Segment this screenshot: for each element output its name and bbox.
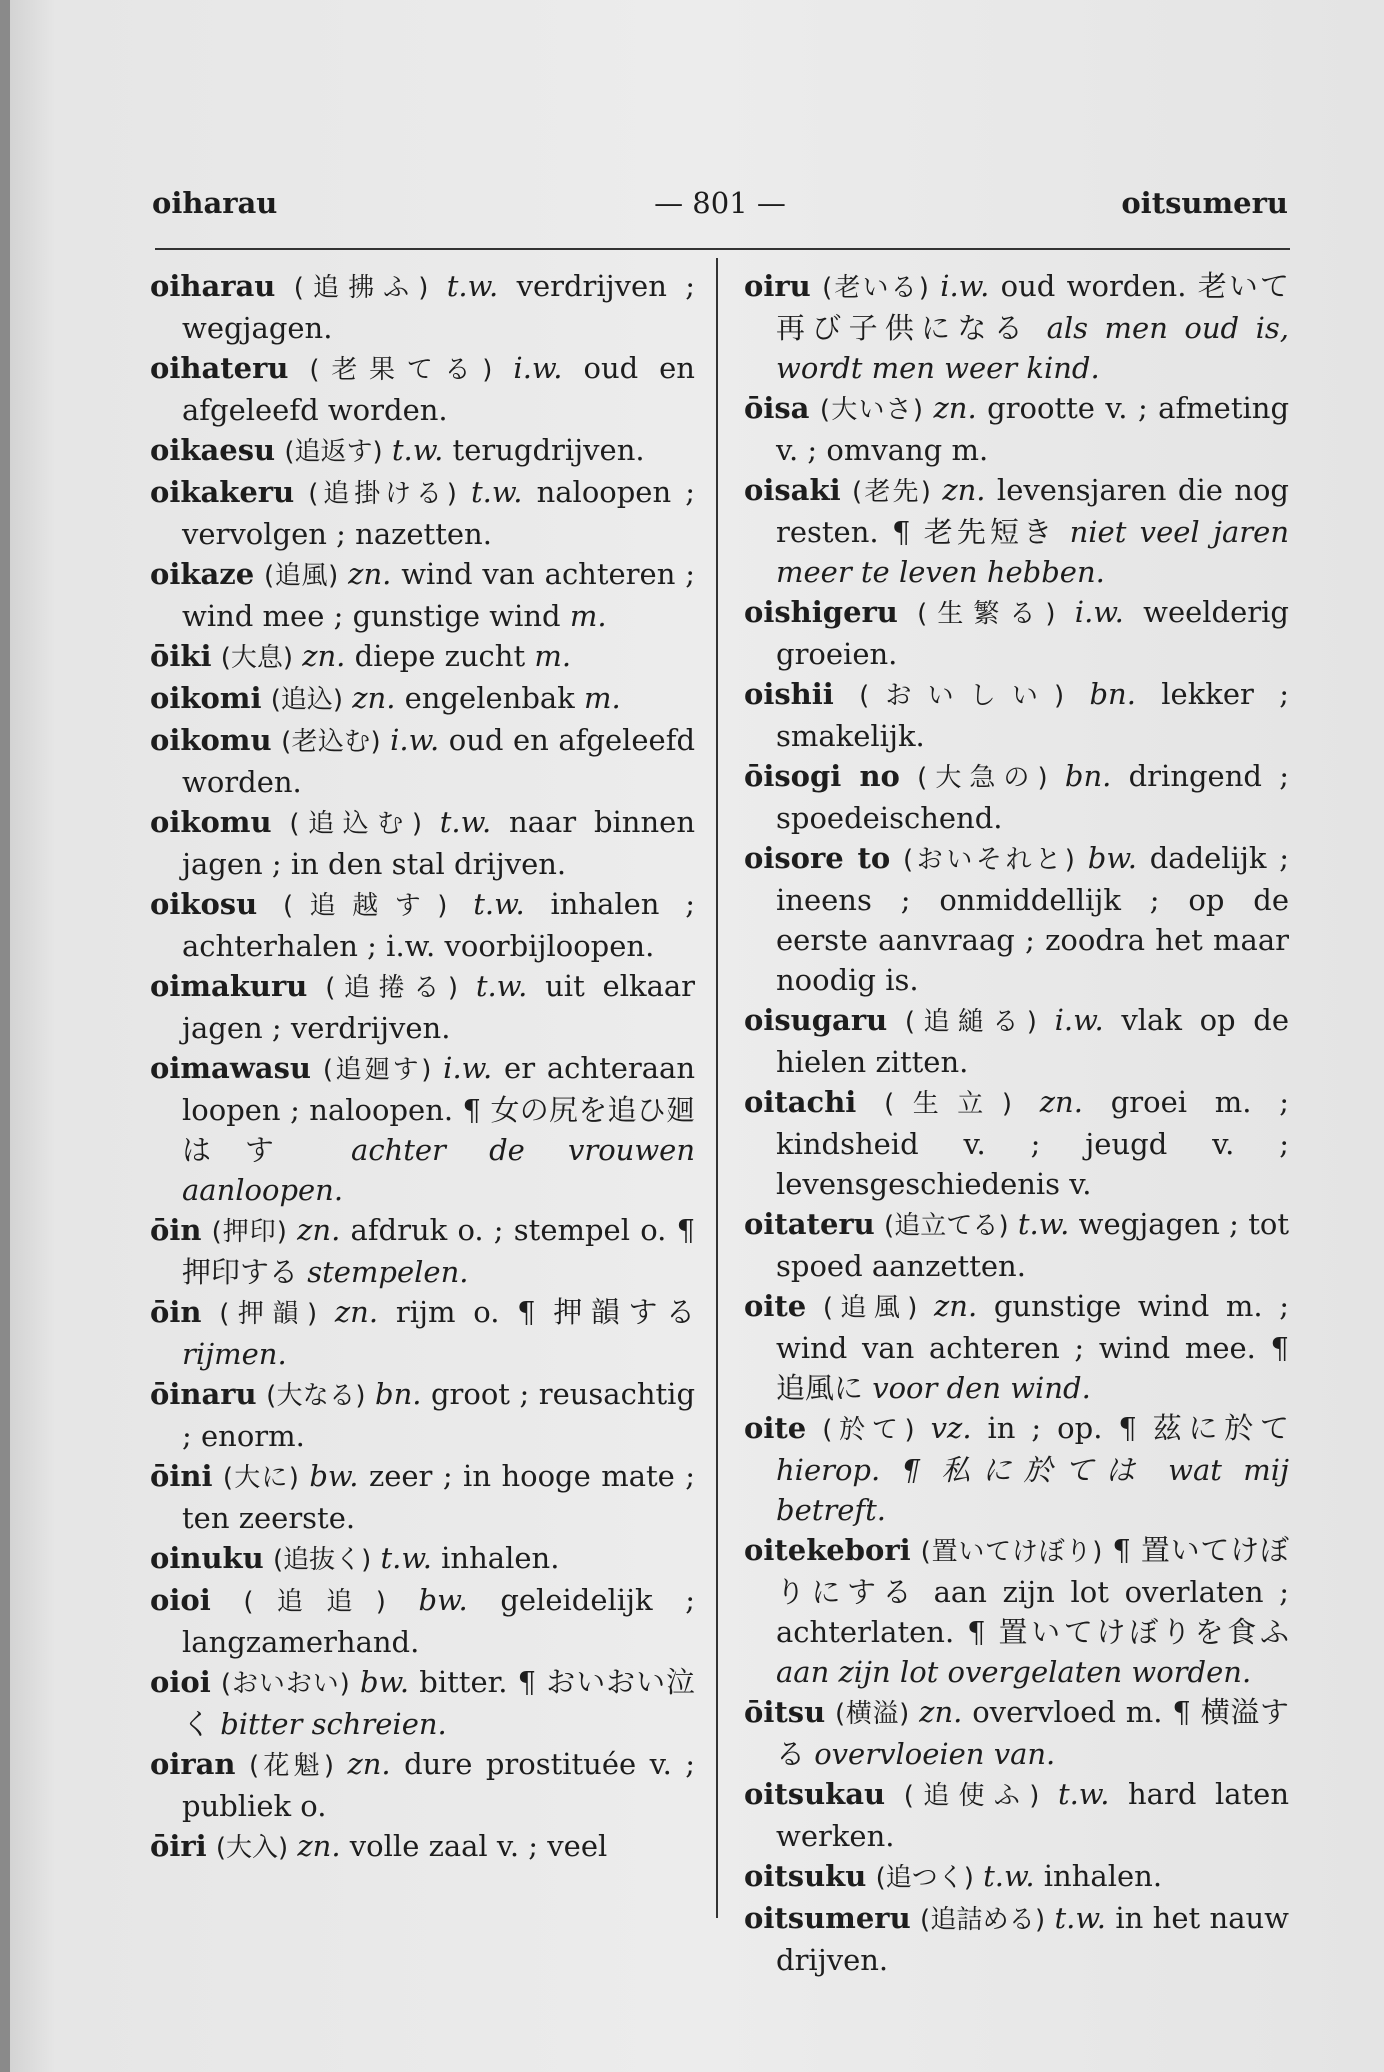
entry-example: rijmen. [182,1337,287,1371]
header-rule [155,248,1290,250]
entry-kanji: (大いさ) [819,395,924,425]
entry-kanji: (大入) [215,1833,289,1863]
entry-kanji: (追立てる) [884,1211,1009,1241]
entry-kanji: (追使ふ) [903,1781,1040,1811]
entry-headword: oimakuru [150,969,308,1003]
entry-headword: oite [744,1411,807,1445]
entry-part-of-speech: t.w. [1017,1207,1070,1241]
entry-definition: afdruk o. ; stempel o. ¶ 押印する [182,1213,696,1289]
entry-part-of-speech: zn. [348,557,392,591]
dictionary-entry [150,554,695,636]
entry-headword: oisaki [744,473,841,507]
entry-part-of-speech: bw. [418,1583,468,1617]
dictionary-entry [150,1538,695,1580]
entry-definition: uit elkaar jagen ; verdrijven. [182,969,696,1045]
entry-part-of-speech: t.w. [471,475,523,509]
entry-kanji: (大息) [220,643,293,673]
entry-part-of-speech: zn. [347,1747,391,1781]
entry-definition: naloopen ; vervolgen ; nazetten. [182,475,695,551]
entry-headword: ōiki [150,639,212,673]
entry-kanji: (追つく) [875,1863,974,1893]
entry-definition: inhalen. [431,1541,560,1575]
entry-part-of-speech: zn. [1039,1085,1083,1119]
entry-part-of-speech: i.w. [390,723,440,757]
entry-part-of-speech: t.w. [475,969,528,1003]
entry-definition: oud worden. 老いて再び子供になる [776,269,1290,345]
entry-definition: weelderig groeien. [776,595,1289,671]
dictionary-entry [150,266,695,348]
dictionary-entry [744,1286,1289,1408]
entry-part-of-speech: bw. [309,1459,359,1493]
entry-kanji: (押韻) [219,1299,318,1329]
entry-definition: dringend ; spoedeischend. [776,759,1289,835]
dictionary-entry [744,1204,1289,1286]
entry-part-of-speech: zn. [302,639,346,673]
entry-definition: wegjagen ; tot spoed aanzetten. [776,1207,1289,1283]
entry-example: overvloeien van. [814,1737,1056,1771]
dictionary-entry [744,1774,1289,1856]
entry-definition: dadelijk ; ineens ; onmiddellijk ; op de eerste aanvraag ; zoodra het maar noodig is. [776,841,1290,997]
dictionary-entry [150,1580,695,1662]
entry-definition: engelenbak [395,681,584,715]
entry-kanji: (追追) [243,1587,386,1617]
entry-headword: oitateru [744,1207,875,1241]
entry-part-of-speech: zn. [919,1695,963,1729]
dictionary-entry [150,678,695,720]
entry-headword: oiharau [150,269,276,303]
entry-part-of-speech: t.w. [391,433,444,467]
entry-part-of-speech: i.w. [443,1051,493,1085]
dictionary-entry [744,1530,1289,1692]
entry-kanji: (追込む) [289,809,422,839]
dictionary-entry [744,1898,1289,1980]
entry-headword: oishii [744,677,834,711]
dictionary-entry [150,802,695,884]
entry-part-of-speech: i.w. [513,351,563,385]
entry-example: voor den wind. [872,1371,1091,1405]
dictionary-entry [150,348,695,430]
entry-headword: oikaesu [150,433,276,467]
dictionary-entry [150,1662,695,1744]
entry-definition: volle zaal v. ; veel [340,1829,608,1863]
entry-kanji: (おいしい) [859,681,1065,711]
entry-definition: terugdrijven. [443,433,645,467]
entry-kanji: (於て) [822,1415,915,1445]
entry-headword: oikomu [150,805,272,839]
entry-headword: oimawasu [150,1051,312,1085]
entry-part-of-speech: zn. [933,391,977,425]
entry-headword: ōisa [744,391,810,425]
entry-definition: gunstige wind m. ; wind van achteren ; wind mee. ¶ 追風に [776,1289,1290,1405]
entry-part-of-speech: zn. [334,1295,379,1329]
entry-kanji: (老果てる) [309,355,493,385]
dictionary-entry [744,1408,1289,1530]
dictionary-entry [744,266,1289,388]
entry-part-of-speech: i.w. [1074,595,1124,629]
page-number: — 801 — [654,186,786,220]
entry-definition: dure prostituée v. ; publiek o. [182,1747,696,1823]
entry-kanji: (追風) [264,561,339,591]
entry-part-of-speech: t.w. [1057,1777,1110,1811]
entry-definition: inhalen. [1034,1859,1163,1893]
entry-part-of-speech: zn. [934,1289,978,1323]
entry-definition: geleidelijk ; langzamerhand. [182,1583,696,1659]
entry-part-of-speech: t.w. [439,805,492,839]
entry-kanji: (追捲る) [325,973,458,1003]
entry-part-of-speech: bn. [1089,677,1136,711]
entry-part-of-speech: t.w. [380,1541,432,1575]
dictionary-entry [744,838,1289,1000]
entry-part-of-speech: bw. [1087,841,1137,875]
entry-definition: vlak op de hielen zitten. [776,1003,1290,1079]
dictionary-entry [744,1000,1289,1082]
entry-kanji: (生繁る) [917,599,1056,629]
entry-headword: oisore to [744,841,891,875]
entry-part-of-speech: zn. [297,1829,341,1863]
entry-definition: in ; op. ¶ 茲に於て [971,1411,1290,1445]
entry-part-of-speech: bn. [1064,759,1112,793]
entry-headword: ōin [150,1295,202,1329]
entry-gender: m. [569,599,607,633]
entry-headword: oikomu [150,723,272,757]
entry-headword: oikaze [150,557,255,591]
dictionary-entry [150,1374,695,1456]
entry-headword: oikosu [150,887,258,921]
entry-definition: ¶ 置いてけぼりにする aan zijn lot overlaten ; achterlaten. ¶ 置いてけぼりを食ふ [776,1533,1289,1649]
entry-headword: oitsumeru [744,1901,911,1935]
entry-headword: oitsukau [744,1777,886,1811]
entry-kanji: (追抜く) [272,1545,372,1575]
entry-part-of-speech: t.w. [1054,1901,1106,1935]
entry-definition: hard laten werken. [776,1777,1289,1853]
entry-kanji: (おいそれと) [903,845,1075,875]
dictionary-entry [744,470,1289,592]
entry-headword: ōisogi no [744,759,900,793]
entry-kanji: (生立) [884,1089,1012,1119]
entry-definition: er achteraan loopen ; naloopen. ¶ 女の尻を追ひ廻はす [182,1051,696,1167]
entry-headword: oiran [150,1747,236,1781]
entry-definition: verdrijven ; wegjagen. [182,269,695,345]
entry-kanji: (追込) [270,685,344,715]
entry-headword: oikomi [150,681,262,715]
entry-headword: oisugaru [744,1003,888,1037]
entry-definition: inhalen ; achterhalen ; i.w. voorbijloopen. [182,887,696,963]
entry-kanji: (追廻す) [322,1055,432,1085]
dictionary-entry [150,1826,695,1868]
entry-part-of-speech: i.w. [940,269,990,303]
entry-definition: grootte v. ; afmeting v. ; omvang m. [776,391,1290,467]
entry-definition: oud en afgeleefd worden. [182,723,696,799]
entry-part-of-speech: bn. [375,1377,422,1411]
entry-definition: levensjaren die nog resten. ¶ 老先短き [776,473,1289,549]
entry-example: aan zijn lot overgelaten worden. [776,1655,1252,1689]
entry-kanji: (おいおい) [220,1669,350,1699]
entry-part-of-speech: bw. [359,1665,410,1699]
dictionary-entry [744,674,1289,756]
entry-kanji: (追返す) [284,437,383,467]
entry-part-of-speech: vz. [930,1411,972,1445]
entry-kanji: (追風) [822,1293,918,1323]
entry-example: achter de vrouwen aanloopen. [182,1133,695,1207]
entry-example: stempelen. [307,1255,469,1289]
entry-example: bitter schreien. [220,1707,447,1741]
entry-kanji: (追掛ける) [308,479,457,509]
entry-headword: oite [744,1289,807,1323]
entry-headword: ōinaru [150,1377,257,1411]
page-header [152,186,1288,226]
left-column [150,266,695,1868]
entry-kanji: (押印) [211,1217,287,1247]
entry-part-of-speech: zn. [297,1213,341,1247]
entry-part-of-speech: zn. [352,681,396,715]
entry-kanji: (老先) [852,477,931,507]
entry-kanji: (大に) [222,1463,299,1493]
entry-kanji: (追詰める) [920,1905,1046,1935]
dictionary-entry [744,1856,1289,1898]
entry-definition: oud en afgeleefd worden. [182,351,695,427]
entry-gender: m. [534,639,572,673]
entry-headword: oiru [744,269,811,303]
entry-definition: groot ; reusachtig ; enorm. [182,1377,696,1453]
entry-definition: in het nauw drijven. [776,1901,1289,1977]
entry-headword: ōiri [150,1829,207,1863]
dictionary-entry [150,1456,695,1538]
page-binding-edge [0,0,10,2072]
entry-headword: oioi [150,1665,211,1699]
entry-part-of-speech: t.w. [473,887,525,921]
entry-definition: groei m. ; kindsheid v. ; jeugd v. ; levensgeschiedenis v. [776,1085,1290,1201]
entry-definition: zeer ; in hooge mate ; ten zeerste. [182,1459,696,1535]
entry-headword: ōini [150,1459,213,1493]
dictionary-entry [150,966,695,1048]
dictionary-entry [150,636,695,678]
dictionary-entry [150,1048,695,1210]
entry-definition: overvloed m. ¶ 横溢する [776,1695,1290,1771]
entry-headword: oitekebori [744,1533,911,1567]
entry-headword: oishigeru [744,595,898,629]
dictionary-entry [150,1292,695,1374]
left-guide-word: oiharau [152,186,278,220]
entry-example: als men oud is, wordt men weer kind. [776,311,1289,385]
entry-definition: lekker ; smakelijk. [776,677,1290,753]
dictionary-entry [150,1744,695,1826]
entry-kanji: (花魁) [248,1751,334,1781]
entry-kanji: (老いる) [822,273,929,303]
dictionary-entry [150,720,695,802]
entry-headword: ōitsu [744,1695,826,1729]
dictionary-entry [150,884,695,966]
dictionary-entry [150,1210,695,1292]
entry-headword: oinuku [150,1541,264,1575]
right-column [744,266,1289,1980]
entry-definition: naar binnen jagen ; in den stal drijven. [182,805,695,881]
right-guide-word: oitsumeru [1121,186,1288,220]
dictionary-entry [150,430,695,472]
entry-gender: m. [583,681,621,715]
dictionary-entry [744,388,1289,470]
entry-kanji: (大急の) [917,763,1048,793]
entry-kanji: (置いてけぼり) [920,1537,1103,1567]
entry-headword: oitsuku [744,1859,867,1893]
entry-definition: wind van achteren ; wind mee ; gunstige wind [182,557,696,633]
entry-kanji: (横溢) [835,1699,910,1729]
dictionary-entry [744,1082,1289,1204]
entry-kanji: (追縋る) [904,1007,1037,1037]
column-divider [716,258,718,1918]
entry-example: hierop. ¶ 私に於ては wat mij betreft. [776,1453,1289,1527]
entry-kanji: (大なる) [266,1381,366,1411]
entry-definition: bitter. ¶ おいおい泣く [182,1665,695,1741]
dictionary-entry [744,592,1289,674]
entry-part-of-speech: i.w. [1054,1003,1104,1037]
entry-part-of-speech: t.w. [446,269,499,303]
entry-headword: oioi [150,1583,211,1617]
entry-kanji: (追拂ふ) [293,273,429,303]
dictionary-entry [150,472,695,554]
entry-definition: rijm o. ¶ 押韻する [378,1295,696,1329]
entry-headword: ōin [150,1213,202,1247]
entry-part-of-speech: t.w. [983,1859,1035,1893]
dictionary-entry [744,756,1289,838]
dictionary-entry [744,1692,1289,1774]
entry-kanji: (老込む) [281,727,381,757]
entry-part-of-speech: zn. [942,473,986,507]
entry-example: niet veel jaren meer te leven hebben. [776,515,1289,589]
entry-headword: oihateru [150,351,289,385]
entry-headword: oikakeru [150,475,295,509]
entry-headword: oitachi [744,1085,857,1119]
entry-definition: diepe zucht [345,639,535,673]
entry-kanji: (追越す) [282,891,448,921]
